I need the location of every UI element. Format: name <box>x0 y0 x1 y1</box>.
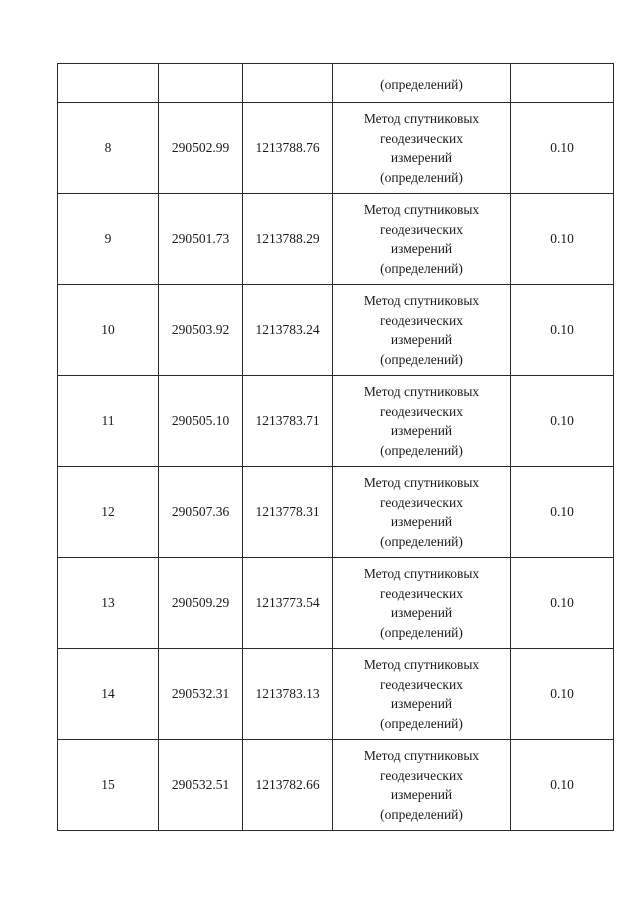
method-text: Метод спутниковых геодезических измерений (определений) <box>363 111 480 185</box>
cell-number: 9 <box>58 194 159 285</box>
coordinates-table <box>57 63 614 831</box>
method-text: Метод спутниковых геодезических измерений (определений) <box>363 748 480 822</box>
cell-method <box>333 64 511 103</box>
cell-y: 1213782.66 <box>243 740 333 831</box>
cell-method <box>333 649 511 740</box>
cell-y: 1213783.24 <box>243 285 333 376</box>
cell-accuracy: 0.10 <box>511 740 614 831</box>
cell-method <box>333 467 511 558</box>
cell-accuracy: 0.10 <box>511 194 614 285</box>
cell-accuracy <box>511 64 614 103</box>
cell-number: 12 <box>58 467 159 558</box>
cell-method <box>333 285 511 376</box>
table-row <box>58 558 614 649</box>
cell-accuracy: 0.10 <box>511 103 614 194</box>
method-text: (определений) <box>380 77 463 92</box>
method-text: Метод спутниковых геодезических измерений (определений) <box>363 293 480 367</box>
cell-number: 11 <box>58 376 159 467</box>
method-text: Метод спутниковых геодезических измерений (определений) <box>363 566 480 640</box>
table-row <box>58 285 614 376</box>
cell-x: 290532.31 <box>159 649 243 740</box>
cell-method <box>333 103 511 194</box>
method-text: Метод спутниковых геодезических измерений (определений) <box>363 657 480 731</box>
table-row <box>58 103 614 194</box>
cell-x <box>159 64 243 103</box>
cell-number: 14 <box>58 649 159 740</box>
cell-y: 1213788.29 <box>243 194 333 285</box>
cell-accuracy: 0.10 <box>511 649 614 740</box>
cell-number: 13 <box>58 558 159 649</box>
table-row <box>58 649 614 740</box>
cell-method <box>333 558 511 649</box>
cell-accuracy: 0.10 <box>511 467 614 558</box>
cell-y: 1213788.76 <box>243 103 333 194</box>
cell-x: 290505.10 <box>159 376 243 467</box>
cell-x: 290503.92 <box>159 285 243 376</box>
cell-y: 1213773.54 <box>243 558 333 649</box>
cell-number: 10 <box>58 285 159 376</box>
cell-x: 290532.51 <box>159 740 243 831</box>
method-text: Метод спутниковых геодезических измерений (определений) <box>363 475 480 549</box>
cell-method <box>333 194 511 285</box>
cell-y: 1213783.71 <box>243 376 333 467</box>
table-row <box>58 740 614 831</box>
cell-method <box>333 740 511 831</box>
cell-method <box>333 376 511 467</box>
cell-number: 15 <box>58 740 159 831</box>
cell-accuracy: 0.10 <box>511 558 614 649</box>
method-text: Метод спутниковых геодезических измерений (определений) <box>363 202 480 276</box>
table-row <box>58 467 614 558</box>
method-text: Метод спутниковых геодезических измерений (определений) <box>363 384 480 458</box>
cell-accuracy: 0.10 <box>511 285 614 376</box>
cell-x: 290502.99 <box>159 103 243 194</box>
cell-x: 290501.73 <box>159 194 243 285</box>
cell-y <box>243 64 333 103</box>
cell-y: 1213783.13 <box>243 649 333 740</box>
cell-number: 8 <box>58 103 159 194</box>
table-row <box>58 376 614 467</box>
cell-accuracy: 0.10 <box>511 376 614 467</box>
cell-number <box>58 64 159 103</box>
cell-x: 290509.29 <box>159 558 243 649</box>
cell-x: 290507.36 <box>159 467 243 558</box>
table-row <box>58 194 614 285</box>
cell-y: 1213778.31 <box>243 467 333 558</box>
continuation-row <box>58 64 614 103</box>
